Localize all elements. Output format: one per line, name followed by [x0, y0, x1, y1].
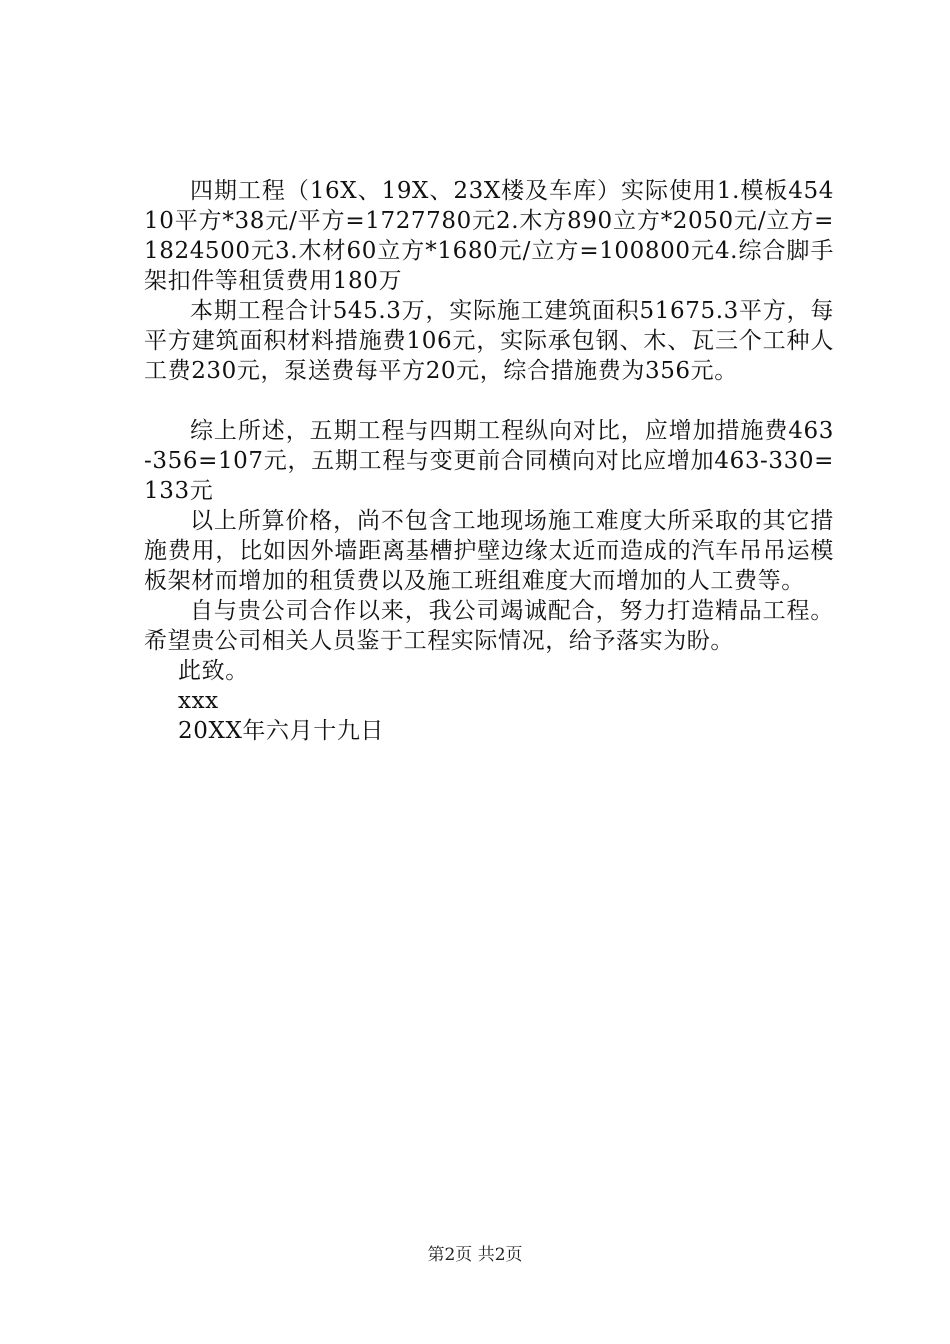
- document-body: [144, 176, 834, 746]
- paragraph-summary-comparison: 综上所述，五期工程与四期工程纵向对比，应增加措施费463-356=107元，五期工程与变更前合同横向对比应增加463-330=133元: [144, 418, 834, 504]
- letter-date: 20XX年六月十九日: [178, 718, 385, 744]
- page-footer: [0, 1244, 950, 1266]
- signature: xxx: [178, 688, 219, 714]
- salutation: 此致。: [178, 658, 249, 684]
- paragraph-excluded-costs: 以上所算价格，尚不包含工地现场施工难度大所采取的其它措施费用，比如因外墙距离基槽护壁边缘太近而造成的汽车吊吊运模板架材而增加的租赁费以及施工班组难度大而增加的人工费等。: [144, 508, 834, 594]
- paragraph-phase4-materials: 四期工程（16X、19X、23X楼及车库）实际使用1.模板45410平方*38元/平方=1727780元2.木方890立方*2050元/立方=1824500元3.木材60立方*1680元/立方=100800元4.综合脚手架扣件等租赁费用180万: [144, 178, 834, 294]
- paragraph-cooperation-request: 自与贵公司合作以来，我公司竭诚配合，努力打造精品工程。希望贵公司相关人员鉴于工程实际情况，给予落实为盼。: [144, 598, 834, 654]
- page-number-label: 第2页 共2页: [427, 1245, 523, 1265]
- paragraph-phase4-total: 本期工程合计545.3万，实际施工建筑面积51675.3平方，每平方建筑面积材料措施费106元，实际承包钢、木、瓦三个工种人工费230元，泵送费每平方20元，综合措施费为356元。: [144, 298, 834, 384]
